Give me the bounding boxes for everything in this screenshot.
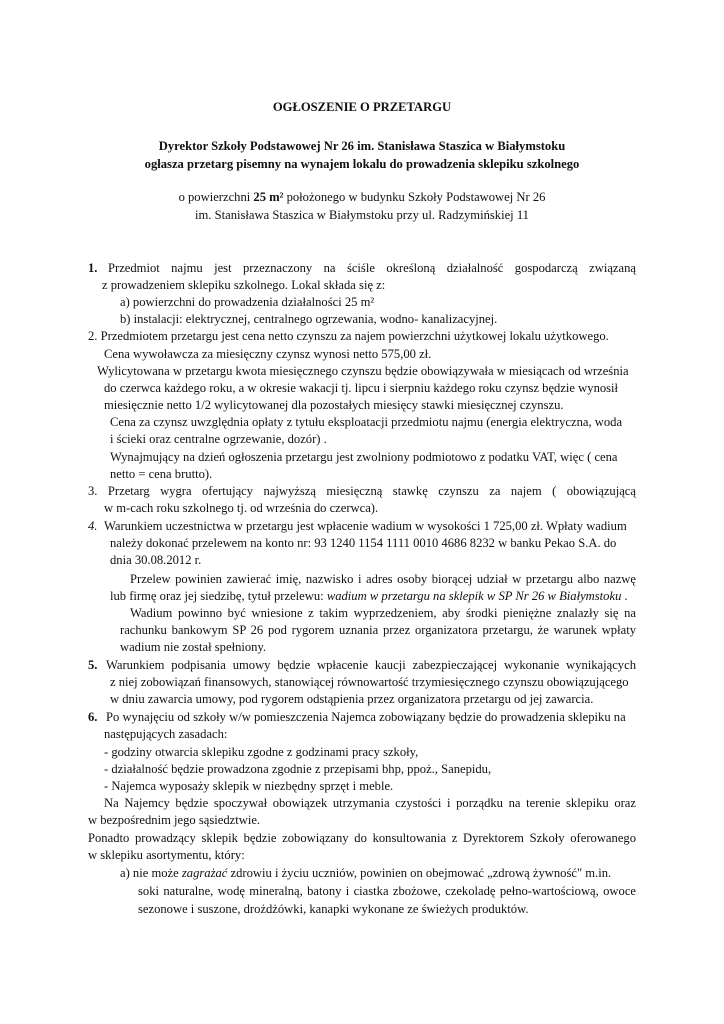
heading-line-1: Dyrektor Szkoły Podstawowej Nr 26 im. Stanisława Staszica w Białymstoku — [158, 139, 566, 153]
section-6-dash-1: - godziny otwarcia sklepiku zgodne z godzinami pracy szkoły, — [104, 745, 419, 759]
section-5-line-1: Warunkiem podpisania umowy będzie wpłacenie kaucji zabezpieczającej wykonanie wynikających — [106, 658, 636, 672]
section-4-line-8: wadium nie został spełniony. — [120, 640, 267, 654]
section-3-line-2: w m-cach roku szkolnego tj. od września do czerwca). — [104, 501, 379, 515]
intro-line-1: o powierzchni 25 m² położonego w budynku Szkoły Podstawowej Nr 26 — [178, 190, 546, 204]
section-2-line-2: Cena wywoławcza za miesięczny czynsz wynosi netto 575,00 zł. — [104, 347, 432, 361]
section-4-line-7: rachunku bankowym SP 26 pod rygorem uznania przez organizatora przetargu, że warunek wpłaty — [120, 623, 636, 637]
section-3-line-1: 3. Przetarg wygra ofertujący najwyższą miesięczną stawkę czynszu za najem ( obowiązującą — [88, 484, 636, 498]
section-1-item-b: b) instalacji: elektrycznej, centralnego ogrzewania, wodno- kanalizacyjnej. — [120, 312, 498, 326]
section-4-number: 4. — [88, 519, 98, 533]
section-1-number: 1. — [88, 261, 98, 275]
section-6-item-a-line-2: soki naturalne, wodę mineralną, batony i ciastka zbożowe, czekoladę pełno-wartościową, owoce — [138, 884, 636, 898]
section-4-line-5: lub firmę oraz jej siedzibę, tytuł przelewu: wadium w przetargu na sklepik w SP Nr 26 w Białymstoku . — [110, 589, 628, 603]
section-4-line-1: Warunkiem uczestnictwa w przetargu jest wpłacenie wadium w wysokości 1 725,00 zł. Wpłaty wadium — [104, 519, 627, 533]
section-2-line-3: Wylicytowana w przetargu kwota miesięcznego czynszu będzie obowiązywała w miesiącach od września — [97, 364, 629, 378]
section-2-line-1: 2. Przedmiotem przetargu jest cena netto czynszu za najem powierzchni użytkowej lokalu użytkowego. — [88, 329, 609, 343]
section-2-line-7: i ścieki oraz centralne ogrzewanie, dozór) . — [110, 432, 327, 446]
section-2-line-4: do czerwca każdego roku, a w okresie wakacji tj. lipcu i sierpniu każdego roku czynsz będzie wynosił — [104, 381, 619, 395]
section-6-line-1: Po wynajęciu od szkoły w/w pomieszczenia Najemca zobowiązany będzie do prowadzenia sklepiku na — [106, 710, 626, 724]
section-6-number: 6. — [88, 710, 98, 724]
section-2-line-9: netto = cena brutto). — [110, 467, 213, 481]
section-4-line-2: należy dokonać przelewem na konto nr: 93 1240 1154 1111 0010 4686 8232 w banku Pekao S.A. do — [110, 536, 617, 550]
section-6-line-4: w bezpośrednim jego sąsiedztwie. — [88, 813, 261, 827]
section-4-line-3: dnia 30.08.2012 r. — [110, 553, 202, 567]
section-5-line-2: z niej zobowiązań finansowych, stanowiącej równowartość trzymiesięcznego czynszu obowiązującego — [110, 675, 629, 689]
document-title: OGŁOSZENIE O PRZETARGU — [272, 100, 452, 114]
section-6-item-a-line-1: a) nie może zagrażać zdrowiu i życiu uczniów, powinien on obejmować „zdrową żywność" m.in. — [120, 866, 612, 880]
section-4-line-4: Przelew powinien zawierać imię, nazwisko i adres osoby biorącej udział w przetargu albo nazwę — [130, 572, 636, 586]
intro-line-2: im. Stanisława Staszica w Białymstoku przy ul. Radzymińskiej 11 — [195, 208, 529, 222]
section-6-line-6: w sklepiku asortymentu, który: — [88, 848, 245, 862]
section-4-line-6: Wadium powinno być wniesione z takim wyprzedzeniem, aby środki pieniężne znalazły się na — [130, 606, 636, 620]
section-2-line-6: Cena za czynsz uwzględnia opłaty z tytułu eksploatacji przedmiotu najmu (energia elektryczna, woda — [110, 415, 623, 429]
section-6-line-2: następujących zasadach: — [104, 727, 228, 741]
heading-line-2: ogłasza przetarg pisemny na wynajem lokalu do prowadzenia sklepiku szkolnego — [144, 157, 580, 171]
section-6-item-a-line-3: sezonowe i suszone, drożdżówki, kanapki wykonane ze świeżych produktów. — [138, 902, 529, 916]
section-6-dash-2: - działalność będzie prowadzona zgodnie z przepisami bhp, ppoż., Sanepidu, — [104, 762, 492, 776]
section-5-line-3: w dniu zawarcia umowy, pod rygorem odstąpienia przez organizatora przetargu od jej zawarcia. — [110, 692, 594, 706]
section-1-line-2: z prowadzeniem sklepiku szkolnego. Lokal składa się z: — [102, 278, 386, 292]
section-6-dash-3: - Najemca wyposaży sklepik w niezbędny sprzęt i meble. — [104, 779, 394, 793]
section-1-item-a: a) powierzchni do prowadzenia działalności 25 m² — [120, 295, 375, 309]
section-6-line-3: Na Najemcy będzie spoczywał obowiązek utrzymania czystości i porządku na terenie sklepiku oraz — [104, 796, 636, 810]
section-1-line-1: Przedmiot najmu jest przeznaczony na ściśle określoną działalność gospodarczą związaną — [108, 261, 636, 275]
section-2-line-8: Wynajmujący na dzień ogłoszenia przetargu jest zwolniony podmiotowo z podatku VAT, więc ( cena — [110, 450, 618, 464]
section-5-number: 5. — [88, 658, 98, 672]
section-2-line-5: miesięcznie netto 1/2 wylicytowanej dla pozostałych miesięcy stawki miesięcznej czynszu. — [104, 398, 564, 412]
section-6-line-5: Ponadto prowadzący sklepik będzie zobowiązany do konsultowania z Dyrektorem Szkoły oferowanego — [88, 831, 636, 845]
